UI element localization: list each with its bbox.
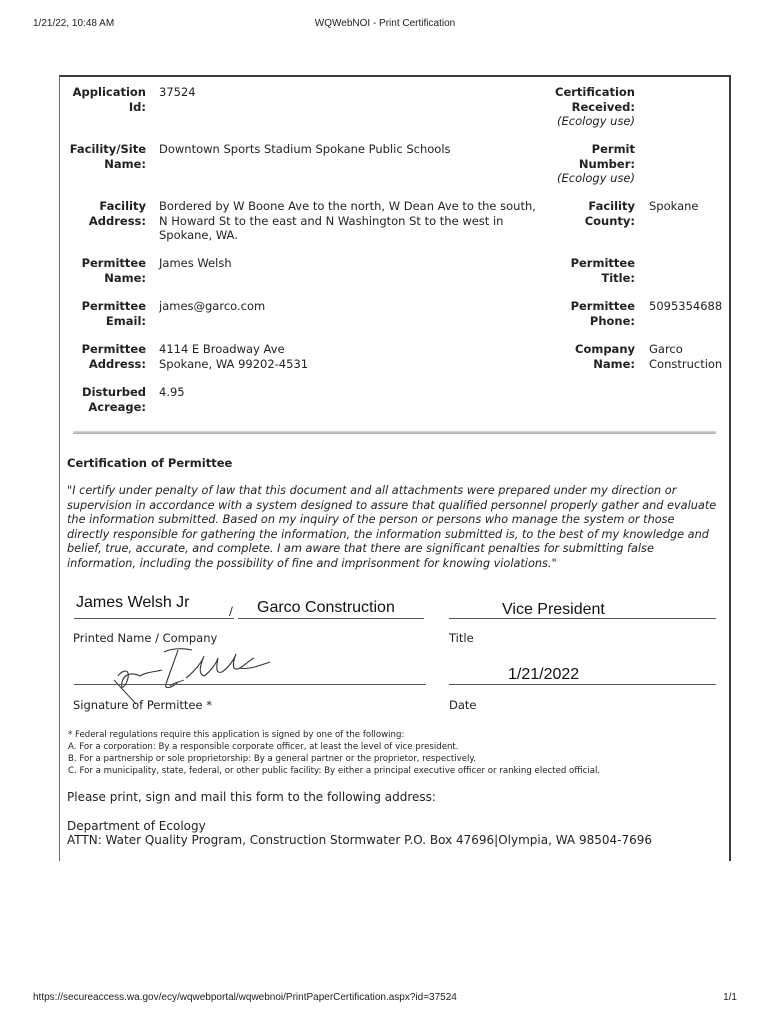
date-label: Date (449, 698, 477, 712)
print-datetime: 1/21/22, 10:48 AM (33, 18, 115, 29)
facility-name-label: Facility/Site Name: (69, 142, 146, 171)
ecology-use-note: (Ecology use) (557, 171, 635, 185)
permit-number-label: Permit Number: (Ecology use) (480, 142, 635, 186)
page-title: WQWebNOI - Print Certification (314, 18, 456, 29)
footnote-line: B. For a partnership or sole proprietorship: By a general partner or the proprietor, respectively. (68, 754, 476, 764)
name-company-slash: / (229, 604, 233, 618)
signature-label: Signature of Permittee * (73, 698, 212, 712)
date-value: 1/21/2022 (508, 666, 580, 683)
facility-address-value: Bordered by W Boone Ave to the north, W Dean Ave to the south, N Howard St to the east and N Washington St to the west in Spokane, WA. (159, 199, 536, 242)
permittee-email-label: Permittee Email: (81, 299, 146, 328)
permittee-phone-label: Permittee Phone: (570, 299, 635, 328)
printed-company-value: Garco Construction (257, 599, 395, 616)
footnote-line: A. For a corporation: By a responsible corporate officer, at least the level of vice president. (68, 742, 459, 752)
title-line (449, 618, 716, 619)
section-divider (73, 431, 716, 434)
application-id-value: 37524 (159, 85, 196, 99)
disturbed-acreage-value: 4.95 (159, 385, 185, 399)
certification-title: Certification of Permittee (67, 456, 233, 470)
footnote-line: * Federal regulations require this application is signed by one of the following: (68, 730, 405, 740)
page-url: https://secureaccess.wa.gov/ecy/wqwebportal/wqwebnoi/PrintPaperCertification.aspx?id=37524 (33, 992, 457, 1003)
cert-received-label: Certification Received: (Ecology use) (480, 85, 635, 129)
printed-name-value: James Welsh Jr (76, 594, 190, 611)
permittee-title-label: Permittee Title: (570, 256, 635, 285)
permittee-name-value: James Welsh (159, 256, 232, 270)
mailing-department: Department of Ecology (67, 819, 206, 833)
permittee-address-value: 4114 E Broadway Ave Spokane, WA 99202-4531 (159, 342, 309, 371)
disturbed-acreage-label: Disturbed Acreage: (82, 385, 146, 414)
permittee-address-label: Permittee Address: (81, 342, 146, 371)
signature-line (74, 684, 426, 685)
printed-name-company-label: Printed Name / Company (73, 631, 218, 645)
company-name-label: Company Name: (575, 342, 635, 371)
facility-name-value: Downtown Sports Stadium Spokane Public Schools (159, 142, 451, 156)
facility-county-label: Facility County: (584, 199, 635, 228)
permittee-phone-value: 5095354688 (649, 299, 723, 313)
page-count: 1/1 (723, 992, 737, 1003)
company-line (238, 618, 424, 619)
permittee-email-value: james@garco.com (159, 299, 266, 313)
facility-county-value: Spokane (649, 199, 699, 213)
printed-name-line (74, 618, 234, 619)
ecology-use-note: (Ecology use) (557, 114, 635, 128)
certification-statement: "I certify under penalty of law that this document and all attachments were prepared under my direction or supervision in accordance with a system designed to assure that qualified personnel properly gather and evaluate the information submitted. Based on my inquiry of the person or persons who manage the system or those directly responsible for gathering the information, the information submitted is, to the best of my knowledge and belief, true, accurate, and complete. I am aware that there are significant penalties for submitting false information, including the possibility of fine and imprisonment for knowing violations." (67, 484, 717, 570)
date-line (449, 684, 716, 685)
permittee-name-label: Permittee Name: (81, 256, 146, 285)
title-value: Vice President (502, 601, 605, 618)
mailing-instruction: Please print, sign and mail this form to the following address: (67, 790, 436, 804)
mailing-attention: ATTN: Water Quality Program, Construction Stormwater P.O. Box 47696|Olympia, WA 98504-7696 (67, 833, 652, 847)
application-id-label: Application Id: (72, 85, 146, 114)
title-label: Title (449, 631, 474, 645)
facility-address-label: Facility Address: (88, 199, 146, 228)
company-name-value: Garco Construction (649, 342, 723, 371)
handwritten-signature (100, 642, 280, 706)
footnote-line: C. For a municipality, state, federal, or other public facility: By either a principal executive officer or ranking elected official. (68, 766, 601, 776)
